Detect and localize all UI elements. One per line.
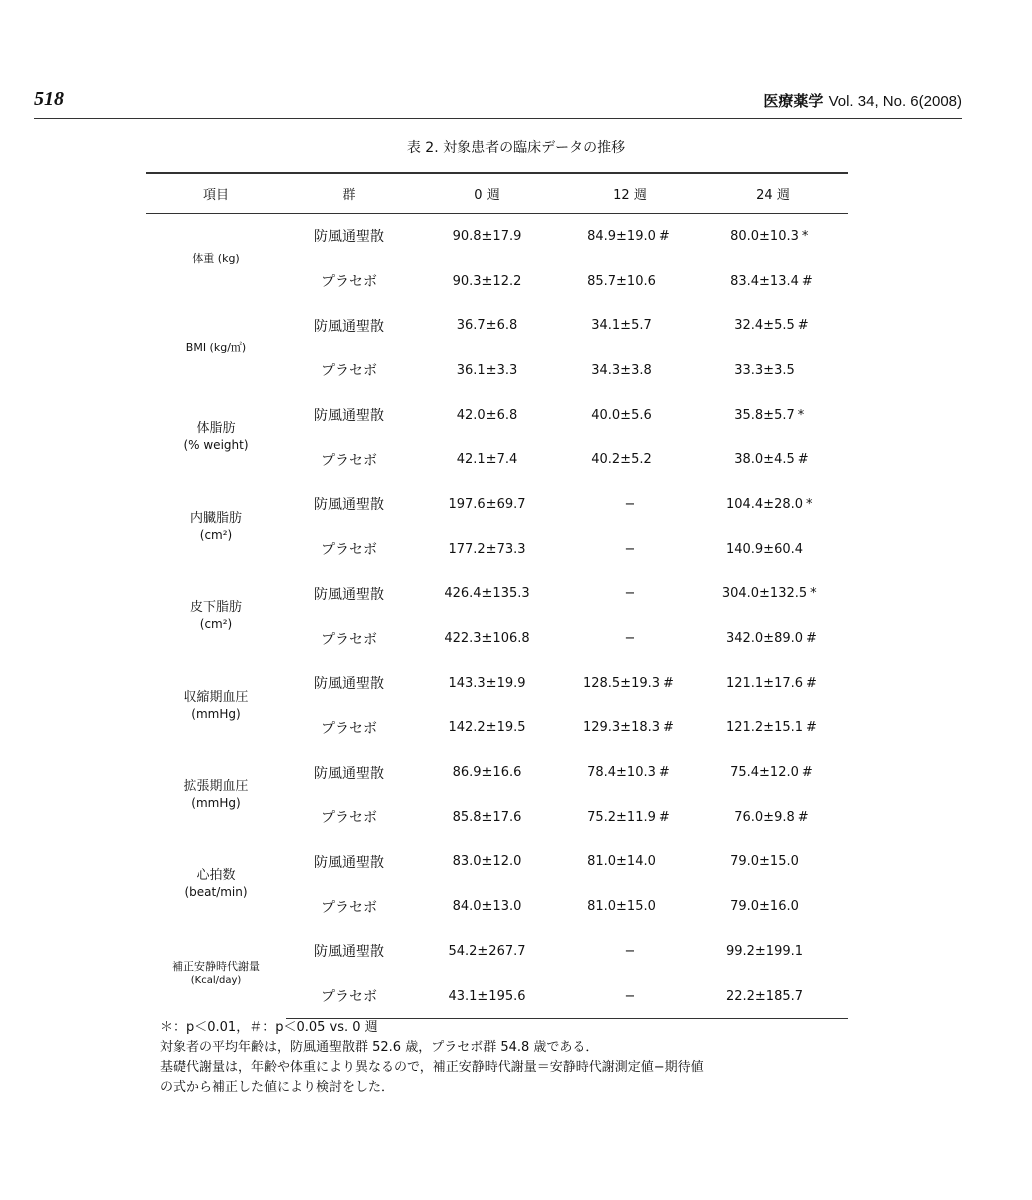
week-24-value: 38.0±4.5 <box>734 452 795 468</box>
week-12-significance-mark: # <box>663 720 674 736</box>
group-cell: プラセボ <box>321 899 377 916</box>
week-12-value: − <box>624 988 636 1004</box>
column-header-week-24: 24 週 <box>698 173 848 214</box>
week-0-value: 86.9±16.6 <box>452 765 522 781</box>
journal-volume: Vol. 34, No. 6(2008) <box>828 93 962 110</box>
week-12-value: 128.5±19.3 <box>582 675 661 691</box>
week-0-value: 142.2±19.5 <box>448 720 526 736</box>
week-24-cell <box>698 348 848 393</box>
column-header-week-0: 0 週 <box>412 173 562 214</box>
week-0-value: 84.0±13.0 <box>452 899 522 915</box>
group-cell: 防風通聖散 <box>314 586 384 603</box>
group-cell: 防風通聖散 <box>314 497 384 514</box>
week-12-cell <box>562 706 698 751</box>
table-row <box>146 840 848 885</box>
week-24-value: 99.2±199.1 <box>725 943 804 959</box>
week-24-value: 342.0±89.0 <box>725 631 804 647</box>
item-name: 補正安静時代謝量 <box>172 959 260 973</box>
week-12-significance-mark: # <box>658 809 670 825</box>
week-24-value: 79.0±15.0 <box>730 854 799 870</box>
group-cell: プラセボ <box>321 363 377 380</box>
group-cell: 防風通聖散 <box>314 854 384 871</box>
week-12-value: − <box>624 631 636 647</box>
week-12-cell <box>562 348 698 393</box>
group-cell: プラセボ <box>321 542 377 559</box>
week-24-cell <box>698 527 848 572</box>
week-12-cell <box>562 527 698 572</box>
table-row <box>146 929 848 974</box>
week-0-value: 83.0±12.0 <box>452 854 522 870</box>
week-24-value: 32.4±5.5 <box>734 318 795 334</box>
week-24-significance-mark: # <box>806 720 817 736</box>
week-24-value: 121.1±17.6 <box>725 675 804 691</box>
item-name: 内臓脂肪 <box>189 510 242 526</box>
week-24-value: 22.2±185.7 <box>725 988 804 1004</box>
week-12-cell <box>562 840 698 885</box>
week-0-value: 36.1±3.3 <box>456 362 518 378</box>
week-0-value: 90.8±17.9 <box>452 228 522 244</box>
week-12-cell <box>562 661 698 706</box>
week-12-value: 81.0±15.0 <box>587 899 656 915</box>
week-24-value: 79.0±16.0 <box>730 899 799 915</box>
group-cell: プラセボ <box>321 810 377 827</box>
week-12-value: − <box>624 496 636 512</box>
table-notes <box>160 1018 860 1098</box>
week-24-cell <box>698 974 848 1019</box>
week-12-significance-mark: # <box>658 765 670 781</box>
week-12-cell <box>562 259 698 304</box>
item-unit: (% weight) <box>183 438 249 453</box>
week-24-significance-mark: # <box>797 318 809 334</box>
week-12-cell <box>562 974 698 1019</box>
week-0-value: 197.6±69.7 <box>448 496 526 512</box>
week-0-value: 42.0±6.8 <box>456 407 518 423</box>
week-12-significance-mark: # <box>663 675 674 691</box>
column-header-group: 群 <box>286 173 412 214</box>
item-unit: (cm²) <box>199 617 233 632</box>
week-24-value: 35.8±5.7 <box>734 407 795 423</box>
table-caption: 表 2. 対象患者の臨床データの推移 <box>406 140 626 156</box>
item-name: 皮下脂肪 <box>189 600 242 616</box>
note-metabolism: 基礎代謝量は，年齢や体重により異なるので，補正安静時代謝量＝安静時代謝測定値−期待値 <box>160 1060 704 1075</box>
week-24-value: 75.4±12.0 <box>730 765 799 781</box>
week-24-significance-mark: # <box>797 452 809 468</box>
week-24-cell <box>698 393 848 438</box>
week-12-value: 81.0±14.0 <box>587 854 656 870</box>
week-12-value: 34.3±3.8 <box>591 362 652 378</box>
week-24-cell <box>698 840 848 885</box>
group-cell: プラセボ <box>321 720 377 737</box>
week-24-cell <box>698 616 848 661</box>
week-12-cell <box>562 482 698 527</box>
week-12-value: 40.2±5.2 <box>591 452 652 468</box>
week-12-value: 40.0±5.6 <box>591 407 652 423</box>
week-12-significance-mark: # <box>658 228 670 244</box>
week-24-significance-mark: * <box>810 586 817 602</box>
week-12-value: 78.4±10.3 <box>587 765 656 781</box>
note-significance: ＊：p＜0.01，＃：p＜0.05 vs. 0 週 <box>160 1020 378 1035</box>
week-12-cell <box>562 572 698 617</box>
week-24-value: 76.0±9.8 <box>734 809 795 825</box>
item-label <box>146 303 286 392</box>
table-row <box>146 214 848 259</box>
week-24-value: 33.3±3.5 <box>734 362 795 378</box>
table-row <box>146 393 848 438</box>
week-24-cell <box>698 214 848 259</box>
item-name: 収縮期血圧 <box>183 689 249 705</box>
week-24-cell <box>698 750 848 795</box>
table-row <box>146 303 848 348</box>
group-cell: プラセボ <box>286 974 412 1019</box>
clinical-data-table <box>146 172 848 1019</box>
item-unit: (mmHg) <box>191 706 241 721</box>
item-label <box>146 840 286 929</box>
week-12-cell <box>562 929 698 974</box>
table-header-row <box>146 173 848 214</box>
week-24-cell <box>698 437 848 482</box>
group-cell: 防風通聖散 <box>314 408 384 425</box>
week-24-cell <box>698 259 848 304</box>
week-24-cell <box>698 572 848 617</box>
week-24-value: 80.0±10.3 <box>730 228 799 244</box>
week-12-cell <box>562 437 698 482</box>
week-24-value: 304.0±132.5 <box>721 586 808 602</box>
week-24-cell <box>698 661 848 706</box>
week-24-significance-mark: # <box>806 631 817 647</box>
group-cell: プラセボ <box>321 274 377 291</box>
week-24-cell <box>698 706 848 751</box>
group-cell: プラセボ <box>321 452 377 469</box>
week-12-cell <box>562 214 698 259</box>
item-label <box>146 929 286 1019</box>
week-24-cell <box>698 482 848 527</box>
week-12-cell <box>562 616 698 661</box>
week-24-value: 83.4±13.4 <box>730 273 799 289</box>
week-12-cell <box>562 750 698 795</box>
week-24-cell <box>698 929 848 974</box>
item-name: 心拍数 <box>196 868 236 884</box>
week-12-value: − <box>624 943 636 959</box>
week-12-value: 75.2±11.9 <box>587 809 656 825</box>
item-name: 拡張期血圧 <box>183 778 249 794</box>
week-24-value: 121.2±15.1 <box>725 720 804 736</box>
week-24-significance-mark: # <box>797 809 809 825</box>
week-12-value: 85.7±10.6 <box>587 273 656 289</box>
table-row <box>146 572 848 617</box>
item-unit: (Kcal/day) <box>190 974 242 986</box>
column-header-week-12: 12 週 <box>562 173 698 214</box>
page-number: 518 <box>34 88 64 110</box>
week-0-value: 90.3±12.2 <box>452 273 522 289</box>
week-24-value: 140.9±60.4 <box>725 541 804 557</box>
group-cell: 防風通聖散 <box>314 765 384 782</box>
table-body <box>146 214 848 1019</box>
table-row <box>146 661 848 706</box>
week-0-value: 426.4±135.3 <box>444 586 530 602</box>
week-0-value: 422.3±106.8 <box>444 631 530 647</box>
week-24-value: 104.4±28.0 <box>725 496 804 512</box>
week-0-value: 177.2±73.3 <box>448 541 526 557</box>
group-cell: プラセボ <box>321 631 377 648</box>
week-12-cell <box>562 393 698 438</box>
week-24-significance-mark: * <box>806 496 813 512</box>
item-label <box>146 393 286 482</box>
item-name: BMI (kg/㎡) <box>185 341 247 355</box>
week-24-cell <box>698 303 848 348</box>
table-row <box>146 750 848 795</box>
group-cell: 防風通聖散 <box>314 229 384 246</box>
week-0-value: 42.1±7.4 <box>456 452 518 468</box>
week-24-significance-mark: * <box>797 407 805 423</box>
item-label <box>146 661 286 750</box>
item-unit: (cm²) <box>199 527 233 542</box>
journal-name: 医療薬学 <box>763 92 824 110</box>
table-row <box>146 482 848 527</box>
page-header <box>34 84 962 119</box>
week-24-significance-mark: # <box>806 675 817 691</box>
item-label <box>146 214 286 304</box>
week-0-value: 85.8±17.6 <box>452 809 522 825</box>
group-cell: 防風通聖散 <box>314 944 384 961</box>
week-24-cell <box>698 795 848 840</box>
journal-citation <box>763 90 962 111</box>
week-24-significance-mark: * <box>801 228 809 244</box>
item-unit: (mmHg) <box>191 795 241 810</box>
data-table <box>146 172 848 1019</box>
week-0-value: 36.7±6.8 <box>456 318 518 334</box>
week-24-significance-mark: # <box>801 765 813 781</box>
week-24-significance-mark: # <box>801 273 813 289</box>
group-cell: 防風通聖散 <box>314 676 384 693</box>
item-label <box>146 750 286 839</box>
week-12-value: 84.9±19.0 <box>587 228 656 244</box>
week-12-value: 129.3±18.3 <box>582 720 661 736</box>
note-metabolism-cont: の式から補正した値により検討をした． <box>160 1080 395 1095</box>
item-name: 体脂肪 <box>196 421 236 437</box>
group-cell: 防風通聖散 <box>314 318 384 335</box>
week-12-cell <box>562 884 698 929</box>
week-0-value: 43.1±195.6 <box>412 974 562 1019</box>
week-0-value: 54.2±267.7 <box>448 943 526 959</box>
item-unit: (beat/min) <box>184 885 248 900</box>
week-12-cell <box>562 303 698 348</box>
note-mean-age: 対象者の平均年齢は，防風通聖散群 52.6 歳，プラセボ群 54.8 歳である． <box>160 1040 599 1055</box>
week-0-value: 143.3±19.9 <box>448 675 526 691</box>
week-12-value: 34.1±5.7 <box>591 318 652 334</box>
week-12-cell <box>562 795 698 840</box>
column-header-item: 項目 <box>146 173 286 214</box>
week-12-value: − <box>624 541 636 557</box>
item-label <box>146 572 286 661</box>
week-24-cell <box>698 884 848 929</box>
item-name: 体重 (kg) <box>192 251 240 265</box>
item-label <box>146 482 286 571</box>
week-12-value: − <box>624 586 636 602</box>
